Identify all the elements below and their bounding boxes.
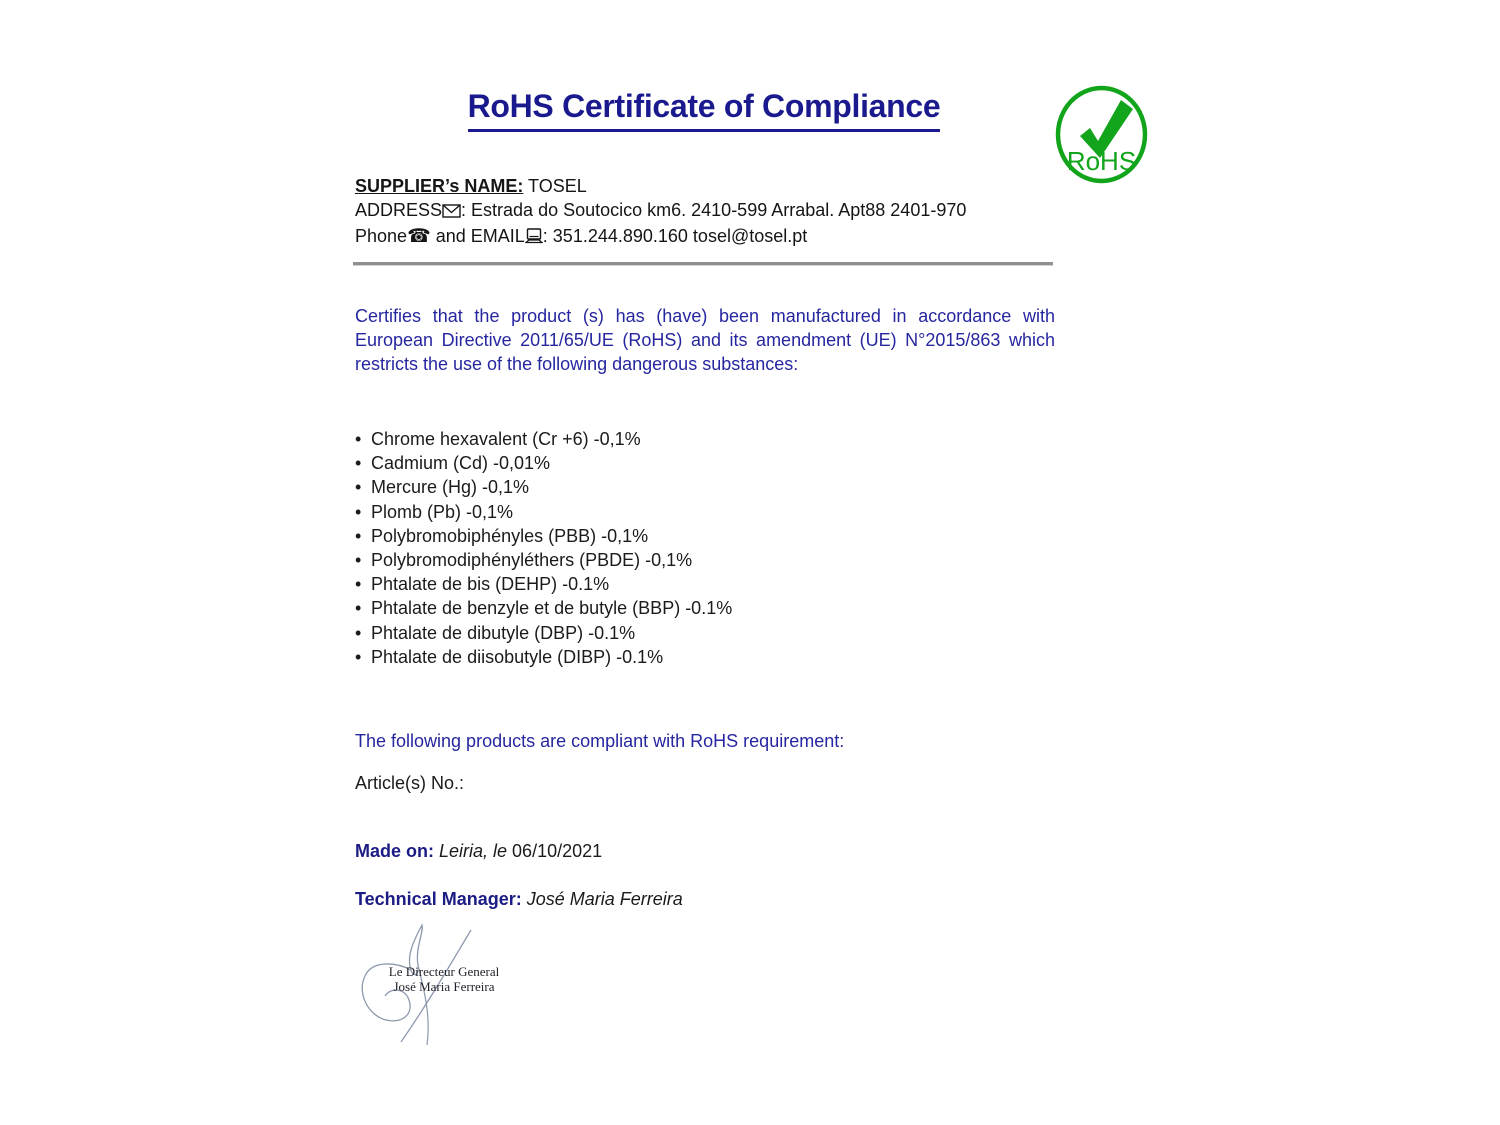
made-on-line xyxy=(355,841,1055,862)
horizontal-rule xyxy=(353,262,1053,266)
signature-caption-line2: José Maria Ferreira xyxy=(393,979,495,994)
certification-paragraph: Certifies that the product (s) has (have) been manufactured in accordance with European Directive 2011/65/UE (RoHS) and its amendment (UE) N°2015/863 which restricts the use of the following dangerous substances: xyxy=(355,306,1055,374)
supplier-contact-line xyxy=(355,224,1055,250)
page-title: RoHS Certificate of Compliance xyxy=(468,88,941,132)
phone-label: Phone xyxy=(355,226,408,246)
title-block xyxy=(355,88,1053,132)
substance-item: • Phtalate de bis (DEHP) -0.1% xyxy=(355,572,1055,596)
substance-item: • Polybromodiphényléthers (PBDE) -0,1% xyxy=(355,548,1055,572)
substance-item: • Polybromobiphényles (PBB) -0,1% xyxy=(355,524,1055,548)
substance-item: • Chrome hexavalent (Cr +6) -0,1% xyxy=(355,427,1055,451)
substance-item: • Mercure (Hg) -0,1% xyxy=(355,475,1055,499)
supplier-info xyxy=(355,174,1055,250)
substance-item: • Phtalate de dibutyle (DBP) -0.1% xyxy=(355,621,1055,645)
rohs-logo-graphic xyxy=(1054,84,1149,185)
signature-caption xyxy=(386,964,502,994)
supplier-name-line xyxy=(355,174,1055,198)
supplier-name-value: TOSEL xyxy=(523,176,587,196)
envelope-icon xyxy=(442,200,461,224)
rohs-logo xyxy=(1054,84,1149,185)
signature-caption-line1: Le Directeur General xyxy=(388,964,500,979)
made-on-place: Leiria, le xyxy=(434,841,513,861)
supplier-name-label: SUPPLIER’s NAME: xyxy=(355,176,524,196)
substance-item: • Phtalate de benzyle et de butyle (BBP) -0.1% xyxy=(355,596,1055,620)
address-label: ADDRESS xyxy=(355,200,443,220)
made-on-date: 06/10/2021 xyxy=(512,841,603,861)
substance-item: • Cadmium (Cd) -0,01% xyxy=(355,451,1055,475)
telephone-icon: ☎ xyxy=(407,226,431,247)
supplier-address-line xyxy=(355,198,1055,224)
email-label: and EMAIL xyxy=(430,226,525,246)
address-value: : Estrada do Soutocico km6. 2410-599 Arrabal. Apt88 2401-970 xyxy=(461,200,967,220)
signature-block xyxy=(356,920,506,1055)
substance-item: • Phtalate de diisobutyle (DIBP) -0.1% xyxy=(355,645,1055,669)
computer-icon xyxy=(525,226,543,250)
contact-value: : 351.244.890.160 tosel@tosel.pt xyxy=(542,226,808,246)
substance-list xyxy=(355,427,1055,669)
technical-manager-line xyxy=(355,889,1055,910)
technical-manager-name: José Maria Ferreira xyxy=(521,889,683,909)
technical-manager-label: Technical Manager: xyxy=(355,889,522,909)
compliance-statement: The following products are compliant with RoHS requirement: xyxy=(355,731,845,751)
made-on-label: Made on: xyxy=(355,841,434,861)
substance-item: • Plomb (Pb) -0,1% xyxy=(355,500,1055,524)
article-number-label: Article(s) No.: xyxy=(355,773,465,793)
logo-text: RoHS xyxy=(1066,146,1137,176)
